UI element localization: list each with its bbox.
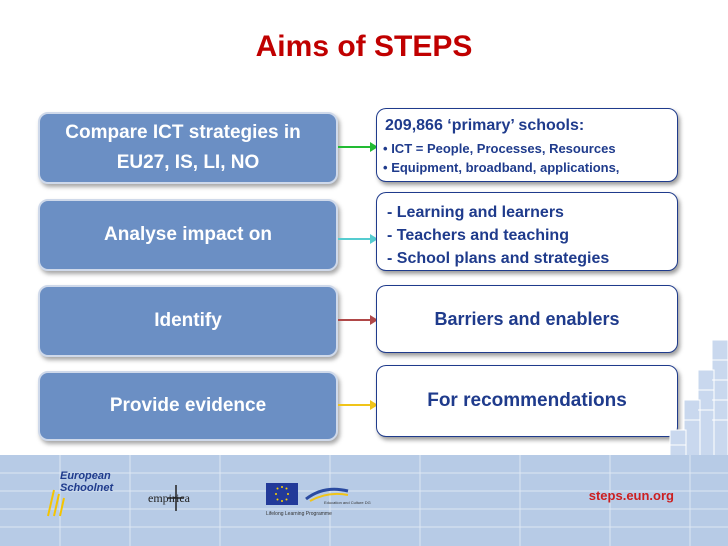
recommendations-label: For recommendations [427, 390, 627, 411]
arrow-line-4 [338, 404, 372, 406]
schools-heading: 209,866 ‘primary’ schools: [385, 117, 585, 134]
website-link[interactable]: steps.eun.org [588, 488, 674, 503]
arrow-line-1 [338, 146, 372, 148]
empirica-wordmark: empirica [148, 491, 190, 505]
detail-box-barriers [376, 285, 678, 353]
barriers-label: Barriers and enablers [434, 308, 620, 329]
bullet-item [383, 158, 671, 177]
arrow-line-3 [338, 319, 372, 321]
detail-box-recommendations [376, 365, 678, 437]
aim-box-identify [38, 285, 338, 357]
eu-dg-caption: Education and Culture DG [324, 500, 371, 505]
schoolnet-name-1: European [60, 470, 111, 482]
staircase-decoration [660, 330, 728, 460]
aim-evidence-label: Provide evidence [109, 395, 267, 416]
aim-box-analyse [38, 199, 338, 271]
bullet-item [383, 139, 671, 158]
bullet-dot-icon: • [383, 141, 388, 156]
aim-compare-line-1: Compare ICT strategies in [65, 122, 301, 143]
bullet-dot-icon: • [383, 160, 388, 175]
schoolnet-name-2: Schoolnet [60, 482, 114, 494]
arrow-line-2 [338, 238, 372, 240]
detail-box-schools [376, 108, 678, 182]
eu-llp-logo [266, 483, 376, 523]
aim-analyse-label: Analyse impact on [104, 224, 272, 245]
eu-flag-icon [266, 483, 298, 505]
detail-box-impact [376, 192, 678, 271]
impact-line: - School plans and strategies [387, 250, 610, 267]
footer-band [0, 455, 728, 546]
aim-identify-label: Identify [154, 310, 222, 331]
slide-title: Aims of STEPS [255, 30, 473, 63]
european-schoolnet-logo [44, 470, 134, 520]
impact-line: - Learning and learners [387, 204, 564, 221]
aim-box-evidence [38, 371, 338, 441]
empirica-logo [148, 485, 208, 511]
aim-compare-line-2: EU27, IS, LI, NO [116, 152, 260, 173]
impact-line: - Teachers and teaching [387, 227, 569, 244]
aim-box-compare [38, 112, 338, 184]
bullet-text: ICT = People, Processes, Resources [391, 141, 616, 156]
bullet-text: Equipment, broadband, applications, [391, 160, 620, 175]
llp-caption: Lifelong Learning Programme [266, 511, 332, 517]
